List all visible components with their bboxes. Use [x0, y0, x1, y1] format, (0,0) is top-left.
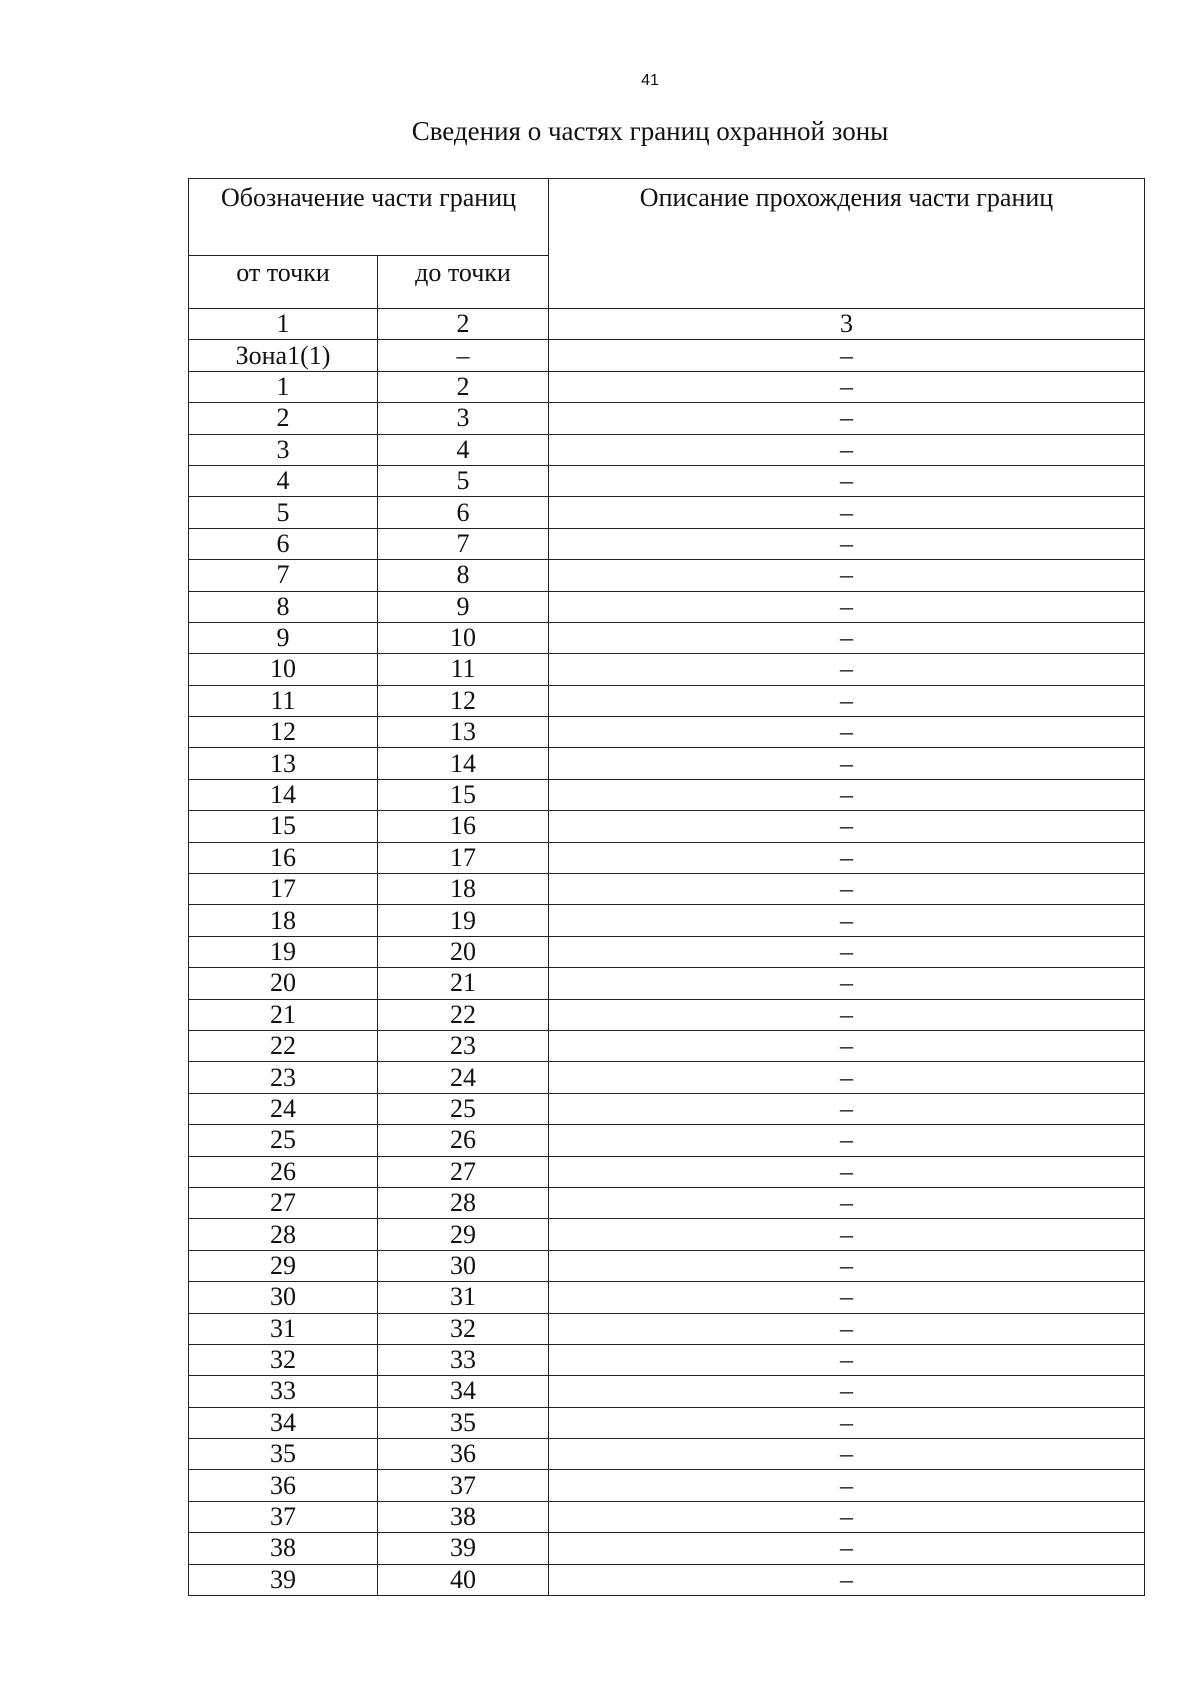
table-row — [189, 748, 1145, 779]
cell-description: – — [549, 560, 1145, 591]
cell-to-point: 33 — [378, 1344, 549, 1375]
cell-from-point: 38 — [189, 1533, 378, 1564]
table-row — [189, 968, 1145, 999]
cell-description: – — [549, 842, 1145, 873]
table-row — [189, 936, 1145, 967]
cell-to-point: 36 — [378, 1439, 549, 1470]
cell-to-point: 16 — [378, 811, 549, 842]
cell-to-point: 29 — [378, 1219, 549, 1250]
cell-to-point: 13 — [378, 717, 549, 748]
table-row — [189, 654, 1145, 685]
cell-from-point: 30 — [189, 1282, 378, 1313]
cell-from-point: 20 — [189, 968, 378, 999]
cell-from-point: 18 — [189, 905, 378, 936]
cell-description: – — [549, 685, 1145, 716]
cell-to-point: 11 — [378, 654, 549, 685]
cell-to-point: 34 — [378, 1376, 549, 1407]
table-row — [189, 811, 1145, 842]
cell-description: – — [549, 968, 1145, 999]
cell-to-point: 5 — [378, 465, 549, 496]
cell-to-point: 28 — [378, 1187, 549, 1218]
cell-description: – — [549, 905, 1145, 936]
cell-description: – — [549, 1344, 1145, 1375]
cell-description: – — [549, 1187, 1145, 1218]
table-row — [189, 1533, 1145, 1564]
cell-from-point: 17 — [189, 874, 378, 905]
table-row — [189, 622, 1145, 653]
table-row — [189, 1470, 1145, 1501]
table-row — [189, 905, 1145, 936]
cell-from-point: 33 — [189, 1376, 378, 1407]
table-row — [189, 403, 1145, 434]
cell-description: – — [549, 1250, 1145, 1281]
cell-from-point: 8 — [189, 591, 378, 622]
table-row — [189, 1344, 1145, 1375]
cell-description: – — [549, 936, 1145, 967]
cell-description: – — [549, 654, 1145, 685]
cell-to-point: 21 — [378, 968, 549, 999]
table-row — [189, 497, 1145, 528]
cell-description: – — [549, 1533, 1145, 1564]
cell-to-point: 32 — [378, 1313, 549, 1344]
cell-description: – — [549, 1156, 1145, 1187]
table-row — [189, 340, 1145, 371]
header-from-point: от точки — [189, 256, 378, 309]
column-number: 1 — [189, 309, 378, 340]
cell-from-point: 36 — [189, 1470, 378, 1501]
cell-from-point: 14 — [189, 779, 378, 810]
cell-from-point: 7 — [189, 560, 378, 591]
cell-from-point: 23 — [189, 1062, 378, 1093]
cell-from-point: 15 — [189, 811, 378, 842]
header-row-main — [189, 179, 1145, 256]
cell-from-point: 39 — [189, 1564, 378, 1595]
table-row — [189, 1062, 1145, 1093]
table-row — [189, 779, 1145, 810]
table-row — [189, 717, 1145, 748]
column-number: 3 — [549, 309, 1145, 340]
cell-description: – — [549, 403, 1145, 434]
cell-from-point: 16 — [189, 842, 378, 873]
cell-description: – — [549, 999, 1145, 1030]
cell-description: – — [549, 1470, 1145, 1501]
table-row — [189, 1030, 1145, 1061]
cell-to-point: 17 — [378, 842, 549, 873]
cell-from-point: 3 — [189, 434, 378, 465]
cell-description: – — [549, 465, 1145, 496]
cell-description: – — [549, 717, 1145, 748]
cell-description: – — [549, 1564, 1145, 1595]
table-row — [189, 1219, 1145, 1250]
cell-description: – — [549, 1125, 1145, 1156]
cell-from-point: 9 — [189, 622, 378, 653]
cell-to-point: 4 — [378, 434, 549, 465]
cell-from-point: 37 — [189, 1501, 378, 1532]
table-row — [189, 842, 1145, 873]
cell-from-point: 1 — [189, 371, 378, 402]
column-number: 2 — [378, 309, 549, 340]
table-row — [189, 528, 1145, 559]
cell-to-point: 40 — [378, 1564, 549, 1595]
table-row — [189, 465, 1145, 496]
cell-to-point: 10 — [378, 622, 549, 653]
cell-from-point: 2 — [189, 403, 378, 434]
table-row — [189, 685, 1145, 716]
table-row — [189, 1125, 1145, 1156]
cell-from-point: 26 — [189, 1156, 378, 1187]
cell-from-point: 31 — [189, 1313, 378, 1344]
table-row — [189, 1282, 1145, 1313]
cell-description: – — [549, 340, 1145, 371]
table-row — [189, 560, 1145, 591]
table-row — [189, 1501, 1145, 1532]
cell-description: – — [549, 622, 1145, 653]
cell-from-point: 5 — [189, 497, 378, 528]
cell-to-point: 3 — [378, 403, 549, 434]
cell-from-point: 10 — [189, 654, 378, 685]
cell-to-point: 25 — [378, 1093, 549, 1124]
cell-description: – — [549, 497, 1145, 528]
table-row — [189, 999, 1145, 1030]
page-number: 41 — [641, 72, 659, 89]
cell-from-point: 24 — [189, 1093, 378, 1124]
cell-from-point: 34 — [189, 1407, 378, 1438]
cell-to-point: 18 — [378, 874, 549, 905]
cell-from-point: 12 — [189, 717, 378, 748]
cell-to-point: 31 — [378, 1282, 549, 1313]
cell-to-point: – — [378, 340, 549, 371]
cell-from-point: Зона1(1) — [189, 340, 378, 371]
cell-to-point: 35 — [378, 1407, 549, 1438]
cell-description: – — [549, 1376, 1145, 1407]
table-row — [189, 1376, 1145, 1407]
cell-to-point: 30 — [378, 1250, 549, 1281]
document-title: Сведения о частях границ охранной зоны — [411, 116, 889, 146]
table-row — [189, 1439, 1145, 1470]
cell-description: – — [549, 1062, 1145, 1093]
cell-to-point: 19 — [378, 905, 549, 936]
cell-from-point: 6 — [189, 528, 378, 559]
cell-to-point: 2 — [378, 371, 549, 402]
cell-from-point: 25 — [189, 1125, 378, 1156]
cell-description: – — [549, 371, 1145, 402]
cell-from-point: 29 — [189, 1250, 378, 1281]
cell-description: – — [549, 779, 1145, 810]
table-row — [189, 434, 1145, 465]
cell-to-point: 7 — [378, 528, 549, 559]
cell-description: – — [549, 1282, 1145, 1313]
cell-to-point: 27 — [378, 1156, 549, 1187]
table-row — [189, 1564, 1145, 1595]
cell-description: – — [549, 591, 1145, 622]
cell-description: – — [549, 811, 1145, 842]
cell-to-point: 24 — [378, 1062, 549, 1093]
table-row — [189, 1187, 1145, 1218]
table-row — [189, 1093, 1145, 1124]
cell-to-point: 12 — [378, 685, 549, 716]
table-row — [189, 874, 1145, 905]
cell-from-point: 19 — [189, 936, 378, 967]
cell-to-point: 14 — [378, 748, 549, 779]
cell-from-point: 22 — [189, 1030, 378, 1061]
cell-description: – — [549, 1439, 1145, 1470]
cell-description: – — [549, 528, 1145, 559]
cell-description: – — [549, 748, 1145, 779]
header-to-point: до точки — [378, 256, 549, 309]
cell-from-point: 11 — [189, 685, 378, 716]
cell-to-point: 22 — [378, 999, 549, 1030]
table-row — [189, 371, 1145, 402]
cell-description: – — [549, 1313, 1145, 1344]
cell-from-point: 4 — [189, 465, 378, 496]
table-row — [189, 1313, 1145, 1344]
cell-from-point: 32 — [189, 1344, 378, 1375]
cell-description: – — [549, 1030, 1145, 1061]
column-number-row — [189, 309, 1145, 340]
cell-to-point: 23 — [378, 1030, 549, 1061]
table-row — [189, 1407, 1145, 1438]
cell-description: – — [549, 1501, 1145, 1532]
cell-description: – — [549, 1093, 1145, 1124]
cell-from-point: 27 — [189, 1187, 378, 1218]
header-description: Описание прохождения части границ — [549, 179, 1145, 309]
cell-from-point: 21 — [189, 999, 378, 1030]
table-row — [189, 591, 1145, 622]
cell-to-point: 20 — [378, 936, 549, 967]
cell-description: – — [549, 434, 1145, 465]
cell-to-point: 15 — [378, 779, 549, 810]
cell-from-point: 28 — [189, 1219, 378, 1250]
cell-to-point: 6 — [378, 497, 549, 528]
cell-to-point: 39 — [378, 1533, 549, 1564]
boundary-parts-table — [188, 178, 1145, 1596]
cell-from-point: 35 — [189, 1439, 378, 1470]
table-row — [189, 1156, 1145, 1187]
cell-description: – — [549, 1407, 1145, 1438]
cell-to-point: 9 — [378, 591, 549, 622]
cell-description: – — [549, 1219, 1145, 1250]
cell-to-point: 37 — [378, 1470, 549, 1501]
table-row — [189, 1250, 1145, 1281]
header-designation: Обозначение части границ — [189, 179, 549, 256]
cell-to-point: 8 — [378, 560, 549, 591]
cell-to-point: 38 — [378, 1501, 549, 1532]
cell-description: – — [549, 874, 1145, 905]
cell-from-point: 13 — [189, 748, 378, 779]
cell-to-point: 26 — [378, 1125, 549, 1156]
